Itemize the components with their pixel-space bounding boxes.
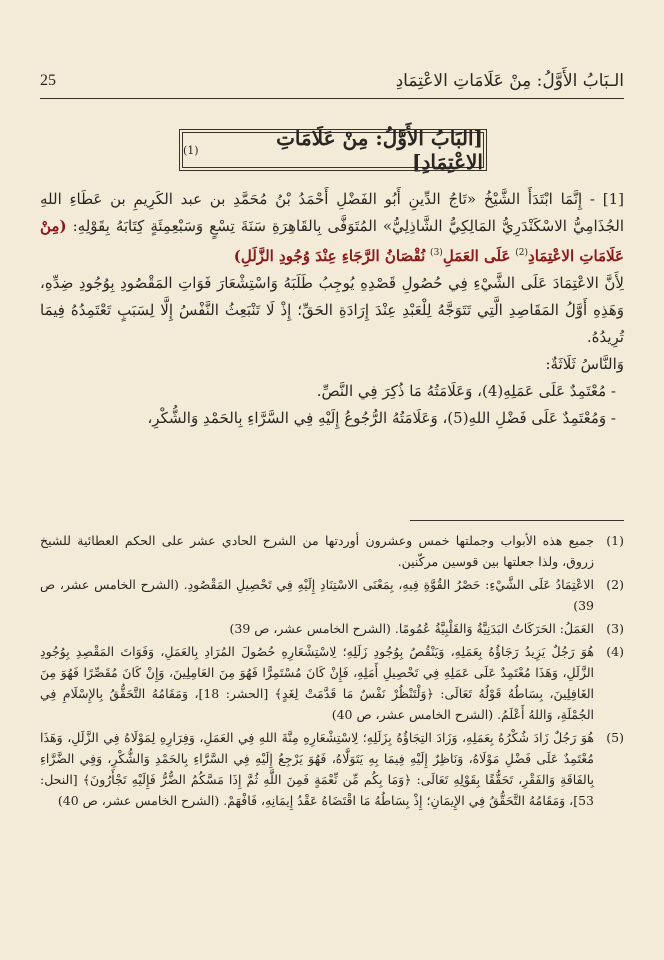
footnote-2: [40, 574, 624, 616]
footnote-number: (4): [606, 644, 624, 659]
footnote-5: [40, 727, 624, 811]
main-text: [40, 186, 624, 432]
aphorism-part-c: نُقْصَانُ الرَّجَاءِ عِنْدَ وُجُودِ الزَّلَلِ): [233, 247, 426, 265]
aphorism-part-b: عَلَى العَمَلِ: [442, 247, 511, 265]
list-item-1: - مُعْتَمِدٌ عَلَى عَمَلِهِ(4)، وَعَلَامَتُهُ مَا ذُكِرَ فِي النَّصِّ.: [316, 382, 616, 400]
intro-paragraph: [40, 186, 624, 270]
chapter-title-box: [182, 126, 484, 174]
footnote-number: (3): [606, 621, 624, 636]
footnote-text: الاعْتِمَادُ عَلَى الشَّيْءِ: حَصْرُ القُوَّةِ فِيهِ، بِمَعْنَى الاسْتِنَادِ إِلَيْهِ فِي تَحْصِيلِ المَقْصُودِ. (الشرح الخامس عشر، ص 39): [40, 577, 594, 613]
chapter-title-note: (1): [183, 143, 199, 157]
footnote-text: جميع هذه الأبواب وجملتها خمس وعشرون أوردتها من الشرح الحادي عشر على الحكم العطائية للشيخ زروق، ولذا جعلتها بين قوسين مركّنين.: [40, 533, 594, 569]
footnote-rule: [410, 520, 624, 521]
footnote-number: (5): [606, 730, 624, 745]
people-intro: وَالنَّاسُ ثَلَاثَةٌ:: [545, 355, 624, 373]
page-header: [40, 66, 624, 96]
footnotes: [40, 530, 624, 813]
aphorism-part-a: (مِنْ عَلَامَاتِ الاعْتِمَادِ: [40, 217, 624, 265]
footnote-text: العَمَلُ: الحَرَكَاتُ البَدَنِيَّةُ وَالقَلْبِيَّةُ عُمُومًا. (الشرح الخامس عشر، ص 39): [229, 621, 594, 636]
footnote-text: هُوَ رَجُلٌ زَادَ شُكْرُهُ بِعَمَلِهِ، وَزَادَ التِجَاؤُهُ بِزَلَلِهِ؛ لِاسْتِشْعَارِهِ مِنَّةَ اللهِ فِي العَمَلِ، وَفِرَارِهِ لِمَوْلَاهُ فِي الزَّلَلِ، وَهَذَا مُعْتَمِدٌ عَلَى فَضْلِ مَوْلَاهُ، وَنَاظِرٌ إِلَيْهِ فِيمَا بِهِ يَتَوَلَّاهُ، فَهُوَ يَرْجِعُ إِلَيْهِ فِي السَّرَّاءِ بِالحَمْدِ وَالشُّكْرِ، وَفِي الضَّرَّاءِ بِالفَاقَةِ وَالفَقْرِ، تَحَقُّقًا بِقَوْلِهِ تَعَالَى: ﴿وَمَا بِكُم مِّن نِّعْمَةٍ فَمِنَ اللَّهِ ثُمَّ إِذَا مَسَّكُمُ الضُّرُّ فَإِلَيْهِ تَجْأَرُونَ﴾ [النحل: 53]، وَمَقَامُهُ التَّحَقُّقُ فِي الإِيمَانِ؛ إِذْ بِسَاطُهُ مَا اقْتَضَاهُ عَقْدُ إِيمَانِهِ، فَافْهَمْ. (الشرح الخامس عشر، ص 40): [40, 730, 594, 808]
list-item-2: - وَمُعْتَمِدٌ عَلَى فَضْلِ اللهِ(5)، وَعَلَامَتُهُ الرُّجُوعُ إِلَيْهِ فِي السَّرَّاءِ بِالحَمْدِ وَالشُّكْرِ،: [147, 409, 616, 427]
footnote-number: (2): [606, 577, 624, 592]
running-title: الـبَابُ الأَوَّلُ: مِنْ عَلَامَاتِ الاعْتِمَادِ: [395, 71, 624, 91]
footnote-text: هُوَ رَجُلٌ يَزِيدُ رَجَاؤُهُ بِعَمَلِهِ، وَيَنْقُصُ بِوُجُودِ زَلَلِهِ؛ لِاسْتِشْعَارِهِ حُصُولَ المُرَادِ بِالعَمَلِ، وَفَوَاتَ المَقْصِدِ بِوُجُودِ الزَّلَلِ، وَهَذَا مُعْتَمِدٌ عَلَى عَمَلِهِ فِي تَحْصِيلِ أَمَلِهِ، فَإِنْ كَانَ مُسْتَمِرًّا فَهُوَ مِنَ العَامِلِينَ، وَإِنْ كَانَ مُقَصِّرًا فَهُوَ مِنَ الغَافِلِينَ، بِسَاطُهُ قَوْلُهُ تَعَالَى: ﴿وَلْتَنْظُرْ نَفْسٌ مَا قَدَّمَتْ لِغَدٍ﴾ [الحشر: 18]، وَمَقَامُهُ التَّحَقُّقُ بِالإِسْلَامِ فِي الجُمْلَةِ، وَاللهُ أَعْلَمُ. (الشرح الخامس عشر، ص 40): [40, 644, 595, 722]
explanation-paragraph: لِأَنَّ الاعْتِمَادَ عَلَى الشَّيْءِ فِي حُصُولِ قَصْدِهِ يُوجِبُ طَلَبَهُ وَاسْتِشْعَارَ فَوَاتِ المَقْصُودِ بِوُجُودِ ضِدِّهِ، وَهَذِهِ أَوَّلُ المَقَاصِدِ الَّتِي تَتَوَجَّهُ لِلْعَبْدِ عِنْدَ إِرَادَةِ الحَقِّ؛ إِذْ لَا تَنْبَعِثُ النَّفْسُ إِلَّا لِسَبَبٍ تَعْتَمِدُهُ فِيمَا تُرِيدُهُ.: [40, 274, 624, 346]
intro-text: [1] - إِنَّمَا ابْتَدَأَ الشَّيْخُ «تَاجُ الدِّينِ أَبُو الفَضْلِ أَحْمَدُ بْنُ مُحَمَّدِ بن عبد الكَرِيمِ بن عَطَاءِ اللهِ الجُذَامِيُّ الاسْكَنْدَرِيُّ المَالِكِيُّ الشَّاذِلِيُّ» المُتَوَفَّى بِالقَاهِرَةِ سَنَةَ تِسْعٍ وَسَبْعِمِئَةٍ كِتَابَهُ بِقَوْلِهِ:: [40, 190, 624, 235]
page-number: 25: [40, 72, 56, 89]
chapter-title: [البَابُ الأَوَّلُ: مِنْ عَلَامَاتِ الاعْتِمَادِ]: [276, 126, 483, 174]
footnote-ref-3: (3): [430, 248, 443, 258]
footnote-ref-2: (2): [515, 248, 529, 258]
footnote-4: [40, 641, 624, 725]
footnote-1: [40, 530, 624, 572]
footnote-number: (1): [606, 533, 624, 548]
footnote-3: [40, 618, 624, 639]
header-rule: [40, 98, 624, 99]
